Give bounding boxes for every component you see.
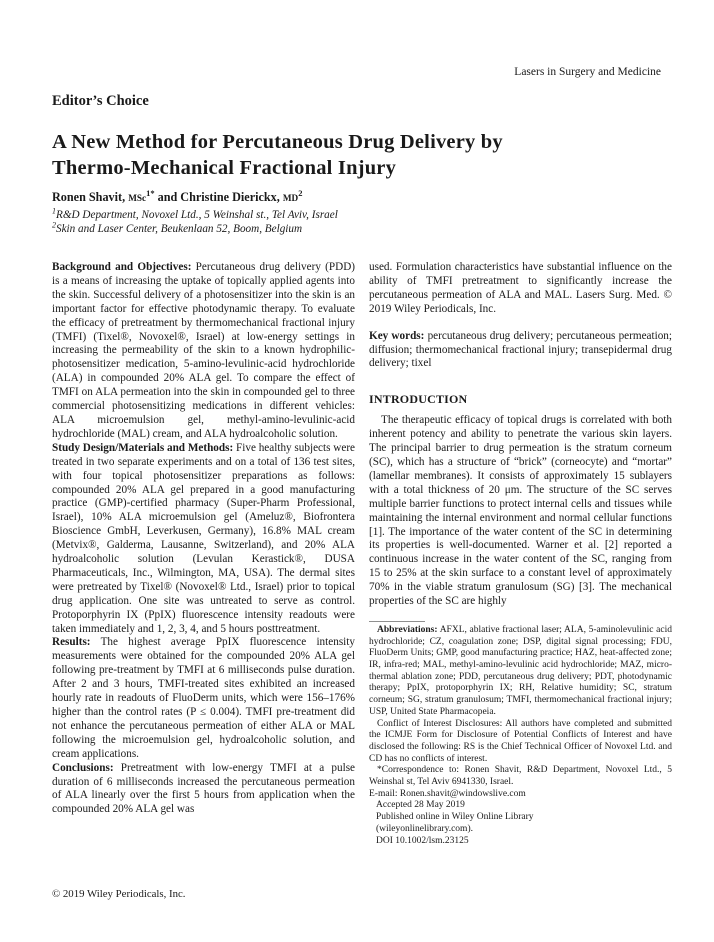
abstract-text-background: Percutaneous drug delivery (PDD) is a means of increasing the uptake of topically applied agents into the skin. Successful delivery of a photosensitizer into the skin is an important factor for effective photodynamic therapy. To evaluate the efficacy of pretreatment by thermomechanical fractional injury (TMFI) (Tixel®, Novoxel®, Israel) at low-energy settings in increasing the permeability of the skin to a known hydrophilic-photosensitizer medication, 5-amino-levulinic-acid hydrochloride (ALA) in compounded 20% ALA gel. To compare the effect of TMFI on ALA permeation into the skin in compounded gel to three commercial photosensitizing medications in different vehicles: ALA microemulsion gel, methyl-amino-levulinic-acid hydrochloride (MAL) cream, and ALA hydroalcoholic solution. — [52, 261, 355, 440]
affiliation-1 — [52, 208, 338, 222]
author-affmark-2: 2 — [298, 187, 303, 198]
abstract-text-methods: Five healthy subjects were treated in two separate experiments and on a total of 136 test sites, with four topical photosensitizer preparations as follows: compounded 20% ALA gel prepared in a good manufacturing practice (GMP)-certified pharmacy (Super-Pharm Professional, Israel), 10% ALA microemulsion gel (Ameluz®, Biofrontera Bioscience GmbH, Leverkusen, Germany), 16.8% MAL cream (Metvix®, Galderma, Lausanne, Switzerland), and 20% ALA hydroalcoholic solution (Levulan Kerastick®, DUSA Pharmaceuticals, Inc., Wilmington, MA, USA). The dermal sites were pretreated by Tixel® (Novoxel® Ltd., Israel) prior to topical drug application. One site was untreated to serve as control. Protoporphyrin IX (PpIX) fluorescence intensity readouts were taken immediately and 1, 2, 3, 4, and 5 hours posttreatment. — [52, 441, 356, 635]
two-column-body — [52, 261, 672, 847]
footnote-published-line1: Published online in Wiley Online Library — [376, 812, 534, 823]
abstract-paragraph-results — [52, 636, 355, 761]
abstract-paragraph-methods — [52, 442, 355, 637]
affiliations — [52, 208, 338, 236]
abstract-paragraph-background — [52, 261, 355, 442]
author-line — [52, 187, 303, 205]
footnote-abbreviations-text: AFXL, ablative fractional laser; ALA, 5-aminolevulinic acid hydrochloride; CZ, coagulation zone; DSP, digital signal processing; FDU, FluoDerm Units; GMP, good manufacturing practice; HAZ, heat-affected zone; IR, infra-red; MAL, methyl-amino-levulinic acid hydrochloride; MAZ, micro-thermal ablation zone; PDD, percutaneous drug delivery; PDT, photodynamic therapy; PpIX, protoporphyrin IX; RH, Relative humidity; SC, stratum corneum; SG, stratum granulosum; TMFI, thermomechanical fractional injury; USP, United State Pharmacopeia. — [369, 624, 672, 717]
abstract-text-conclusions: Pretreatment with low-energy TMFI at a pulse duration of 6 milliseconds increased the percutaneous permeation of ALA linearly over the first 5 hours from application when the compounded 20% ALA gel was — [52, 761, 356, 816]
article-title-line2: Thermo-Mechanical Fractional Injury — [52, 157, 397, 179]
footnote-block — [369, 621, 672, 847]
footnote-abbreviations — [369, 625, 672, 719]
section-label: Editor’s Choice — [52, 93, 149, 109]
affiliation-2 — [52, 222, 338, 236]
footnote-conflict: Conflict of Interest Disclosures: All authors have completed and submitted the ICMJE Form for Disclosure of Potential Conflicts of Interest and have disclosed the following: RS is the Chief Technical Officer of Novoxel Ltd. and CD has no conflicts of interest. — [369, 718, 672, 764]
author-degree-1: MSc — [128, 193, 147, 203]
copyright-footer: © 2019 Wiley Periodicals, Inc. — [52, 888, 186, 900]
footnote-doi: DOI 10.1002/lsm.23125 — [376, 835, 469, 846]
abstract-label-conclusions: Conclusions: — [52, 761, 114, 774]
affiliation-2-mark: 2 — [52, 220, 56, 230]
footnote-abbreviations-label: Abbreviations: — [377, 624, 438, 635]
author-degree-2: MD — [282, 193, 299, 203]
author-name-2: and Christine Dierickx, — [157, 190, 280, 204]
article-title-line1: A New Method for Percutaneous Drug Delivery by — [52, 131, 503, 153]
abstract-label-methods: Study Design/Materials and Methods: — [52, 441, 234, 454]
footnote-correspondence: *Correspondence to: Ronen Shavit, R&D Department, Novoxel Ltd., 5 Weinshal st, Tel Aviv 6941330, Israel. — [369, 765, 672, 788]
abstract-paragraph-conclusions — [52, 762, 355, 818]
right-column — [369, 261, 672, 847]
abstract-continuation: used. Formulation characteristics have substantial influence on the ability of TMFI pretreatment to significantly increase the percutaneous permeation of ALA and MAL. Lasers Surg. Med. © 2019 Wiley Periodicals, Inc. — [369, 261, 672, 315]
author-affmark-1: 1* — [146, 187, 155, 198]
footnote-published-line2: (wileyonlinelibrary.com). — [376, 823, 473, 834]
article-title — [52, 129, 662, 181]
author-name-1: Ronen Shavit, — [52, 190, 126, 204]
keywords-text: percutaneous drug delivery; percutaneous permeation; diffusion; thermomechanical fractional injury; transepidermal drug delivery; tixel — [369, 329, 673, 370]
footnote-accepted: Accepted 28 May 2019 — [376, 800, 465, 811]
keywords-label: Key words: — [369, 329, 425, 342]
affiliation-1-mark: 1 — [52, 206, 56, 216]
footnote-rule — [369, 621, 425, 622]
abstract-label-background: Background and Objectives: — [52, 261, 192, 273]
left-column — [52, 261, 355, 847]
affiliation-2-text: Skin and Laser Center, Beukenlaan 52, Boom, Belgium — [56, 223, 303, 235]
affiliation-1-text: R&D Department, Novoxel Ltd., 5 Weinshal st., Tel Aviv, Israel — [56, 209, 338, 221]
journal-name: Lasers in Surgery and Medicine — [514, 66, 661, 78]
introduction-paragraph: The therapeutic efficacy of topical drugs is correlated with both inherent potency and ability to penetrate the various skin layers. The principal barrier to drug permeation is the stratum corneum (SC), which has a structure of “brick” (corneocyte) and “mortar” (lamellar membranes). It consists of approximately 15 sublayers with a total thickness of 20 μm. The structure of the SC serves multiple barrier functions to protect internal cells and tissues while maintaining the internal environment and normal cellular functions [1]. The importance of the water content of the SC in determining its properties is well-documented. Warner et al. [2] reported a continuous increase in the water content of the SC, ranging from 15 to 25% at the skin surface to a constant level of approximately 70% in the viable stratum granulosum (SG) [3]. The mechanical properties of the SC are highly — [369, 414, 672, 608]
footnote-email: E-mail: Ronen.shavit@windowslive.com — [369, 788, 526, 799]
abstract-text-results: The highest average PpIX fluorescence intensity measurements were obtained for the compounded 20% ALA gel following pre-treatment by TMFI at 6 milliseconds pulse duration. After 2 and 3 hours, TMFI-treated sites exhibited an increased hourly rate in readouts of FluoDerm units, which were 156–176% higher than the control rates (P ≤ 0.004). TMFI pre-treatment did not enhance the percutaneous permeation of either ALA or MAL following the microemulsion gel, hydroalcoholic solution, and cream applications. — [52, 636, 355, 760]
introduction-heading: INTRODUCTION — [369, 392, 468, 407]
keywords-paragraph — [369, 330, 672, 372]
abstract-label-results: Results: — [52, 636, 91, 649]
